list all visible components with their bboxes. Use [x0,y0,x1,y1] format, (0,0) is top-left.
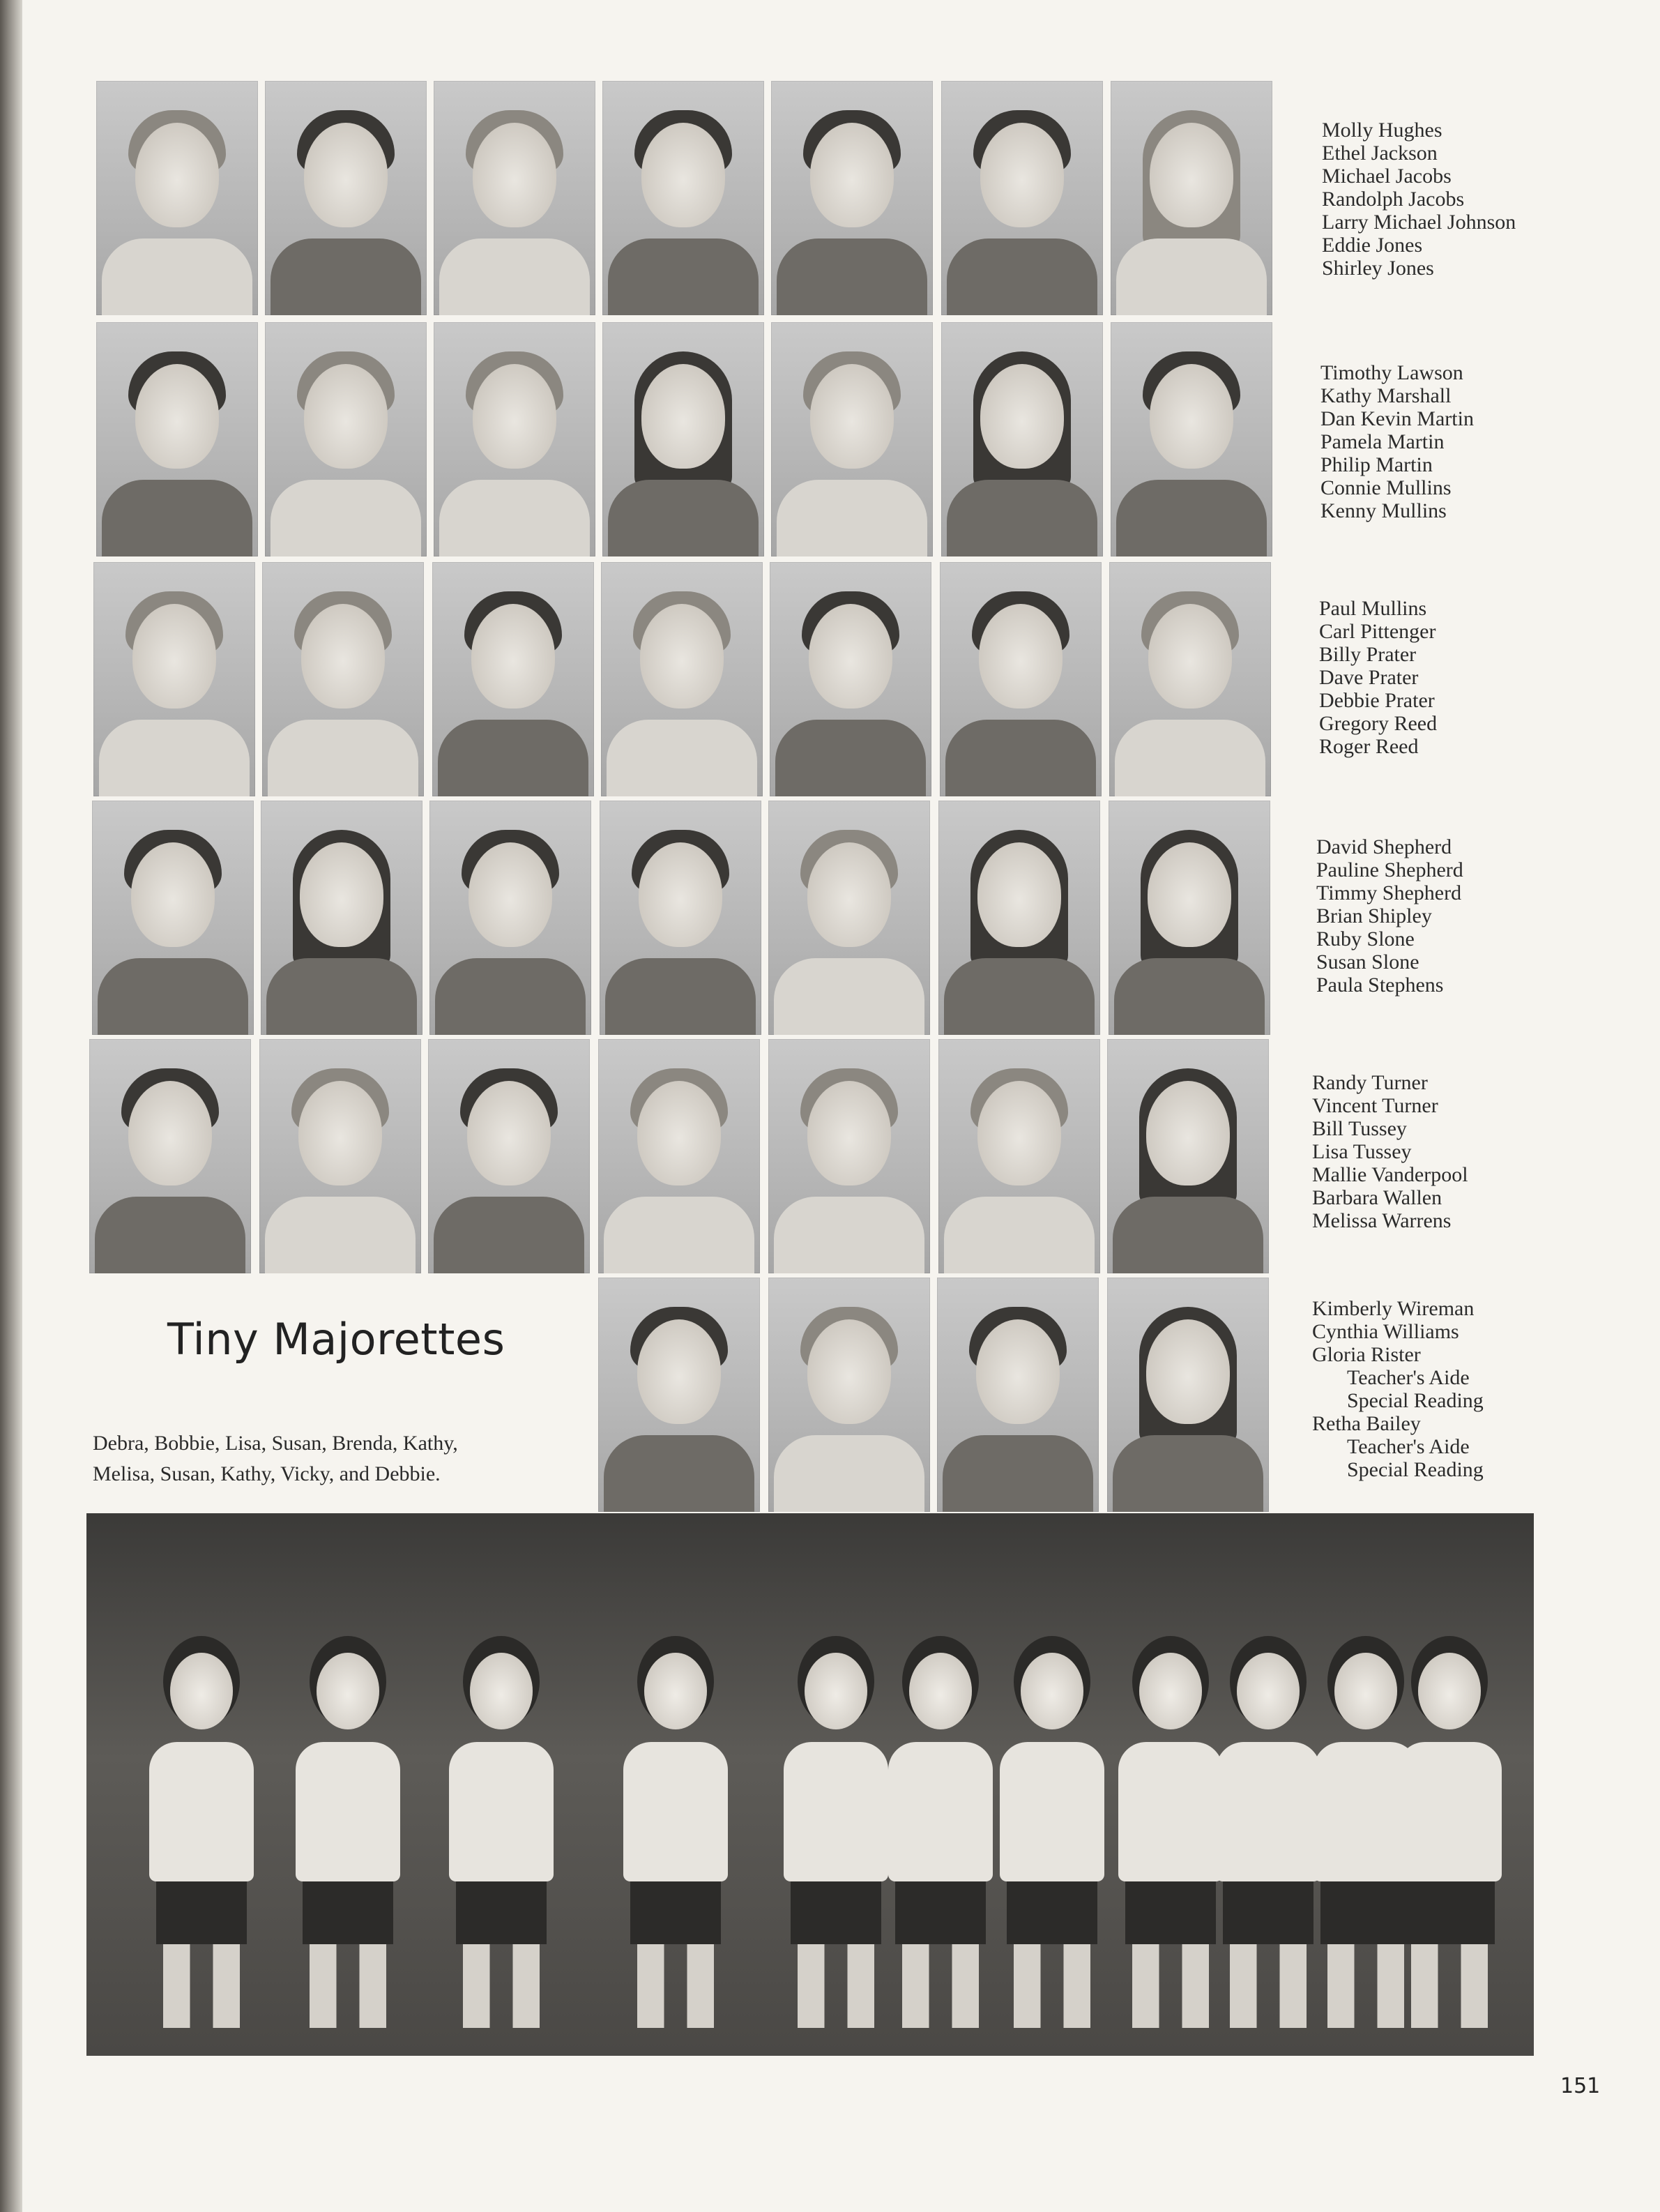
student-name: Paul Mullins [1319,597,1427,620]
student-name: Cynthia Williams [1312,1320,1459,1343]
majorette-figure [1118,1653,1223,2028]
portrait-photo [261,801,422,1035]
student-name: Mallie Vanderpool [1312,1163,1468,1186]
portrait-photo [602,81,764,315]
caption-line: Debra, Bobbie, Lisa, Susan, Brenda, Kathy, [93,1432,458,1455]
portrait-photo [262,562,424,796]
majorette-figure [449,1653,554,2028]
portrait-photo [937,1278,1099,1512]
student-name: Dan Kevin Martin [1320,407,1474,430]
majorette-figure [623,1653,728,2028]
student-name: Randolph Jacobs [1322,188,1465,211]
student-name: Carl Pittenger [1319,620,1436,643]
student-name: Susan Slone [1316,950,1419,974]
portrait-photo [96,81,258,315]
portrait-photo [259,1039,421,1273]
student-name: Ethel Jackson [1322,142,1438,165]
staff-name: Retha Bailey [1312,1412,1421,1435]
student-name: David Shepherd [1316,835,1452,858]
staff-name: Gloria Rister [1312,1343,1421,1366]
portrait-photo [93,562,255,796]
portrait-photo [265,81,427,315]
majorette-figure [1216,1653,1320,2028]
name-list-row-2 [1320,361,1474,522]
portrait-photo [1111,81,1272,315]
portrait-photo [434,81,595,315]
student-name: Timothy Lawson [1320,361,1463,384]
portrait-photo [771,81,933,315]
staff-role: Teacher's Aide [1347,1366,1470,1389]
name-list-row-1 [1322,119,1516,280]
portrait-photo [89,1039,251,1273]
student-name: Vincent Turner [1312,1094,1438,1117]
portrait-photo [1109,801,1270,1035]
student-name: Kathy Marshall [1320,384,1452,407]
staff-role: Special Reading [1347,1389,1484,1412]
student-name: Connie Mullins [1320,476,1452,499]
portrait-photo [941,322,1103,556]
majorette-figure [784,1653,888,2028]
book-binding-shadow [0,0,22,2212]
student-name: Randy Turner [1312,1071,1428,1094]
majorette-figure [1397,1653,1502,2028]
portrait-photo [428,1039,590,1273]
student-name: Michael Jacobs [1322,165,1452,188]
student-name: Gregory Reed [1319,712,1438,735]
student-name: Debbie Prater [1319,689,1435,712]
portrait-photo [265,322,427,556]
student-name: Eddie Jones [1322,234,1423,257]
student-name: Dave Prater [1319,666,1419,689]
student-name: Molly Hughes [1322,119,1442,142]
portrait-photo [768,1278,930,1512]
portrait-photo [1111,322,1272,556]
staff-role: Teacher's Aide [1347,1435,1470,1458]
majorettes-group-photo [86,1513,1534,2056]
student-name: Shirley Jones [1322,257,1434,280]
student-name: Kimberly Wireman [1312,1297,1475,1320]
portrait-photo [940,562,1102,796]
staff-role: Special Reading [1347,1458,1484,1481]
student-name: Roger Reed [1319,735,1419,758]
portrait-photo [598,1278,760,1512]
student-name: Barbara Wallen [1312,1186,1442,1209]
portrait-photo [598,1039,760,1273]
section-heading: Tiny Majorettes [167,1314,505,1365]
student-name: Timmy Shepherd [1316,881,1462,904]
student-name: Billy Prater [1319,643,1417,666]
student-name: Melissa Warrens [1312,1209,1452,1232]
student-name: Lisa Tussey [1312,1140,1412,1163]
portrait-photo [96,322,258,556]
student-name: Philip Martin [1320,453,1433,476]
portrait-photo [1107,1278,1269,1512]
portrait-photo [1109,562,1271,796]
portrait-photo [771,322,933,556]
portrait-photo [434,322,595,556]
name-list-row-4 [1316,835,1463,997]
portrait-photo [768,801,930,1035]
portrait-photo [601,562,763,796]
portrait-photo [92,801,254,1035]
portrait-photo [938,801,1100,1035]
student-name: Pamela Martin [1320,430,1445,453]
majorette-figure [1000,1653,1104,2028]
majorettes-caption [93,1428,458,1490]
majorette-figure [149,1653,254,2028]
student-name: Larry Michael Johnson [1322,211,1516,234]
name-list-row-5 [1312,1071,1468,1232]
portrait-photo [938,1039,1100,1273]
student-name: Bill Tussey [1312,1117,1407,1140]
student-name: Paula Stephens [1316,974,1444,997]
portrait-photo [600,801,761,1035]
majorette-figure [296,1653,400,2028]
portrait-photo [432,562,594,796]
majorette-figure [888,1653,993,2028]
name-list-row-6 [1312,1297,1484,1481]
caption-line: Melisa, Susan, Kathy, Vicky, and Debbie. [93,1462,441,1485]
portrait-photo [941,81,1103,315]
portrait-photo [1107,1039,1269,1273]
portrait-photo [770,562,931,796]
student-name: Brian Shipley [1316,904,1432,927]
page-number: 151 [1560,2074,1601,2098]
student-name: Pauline Shepherd [1316,858,1463,881]
student-name: Ruby Slone [1316,927,1415,950]
student-name: Kenny Mullins [1320,499,1447,522]
portrait-photo [429,801,591,1035]
portrait-photo [602,322,764,556]
portrait-photo [768,1039,930,1273]
name-list-row-3 [1319,597,1437,758]
